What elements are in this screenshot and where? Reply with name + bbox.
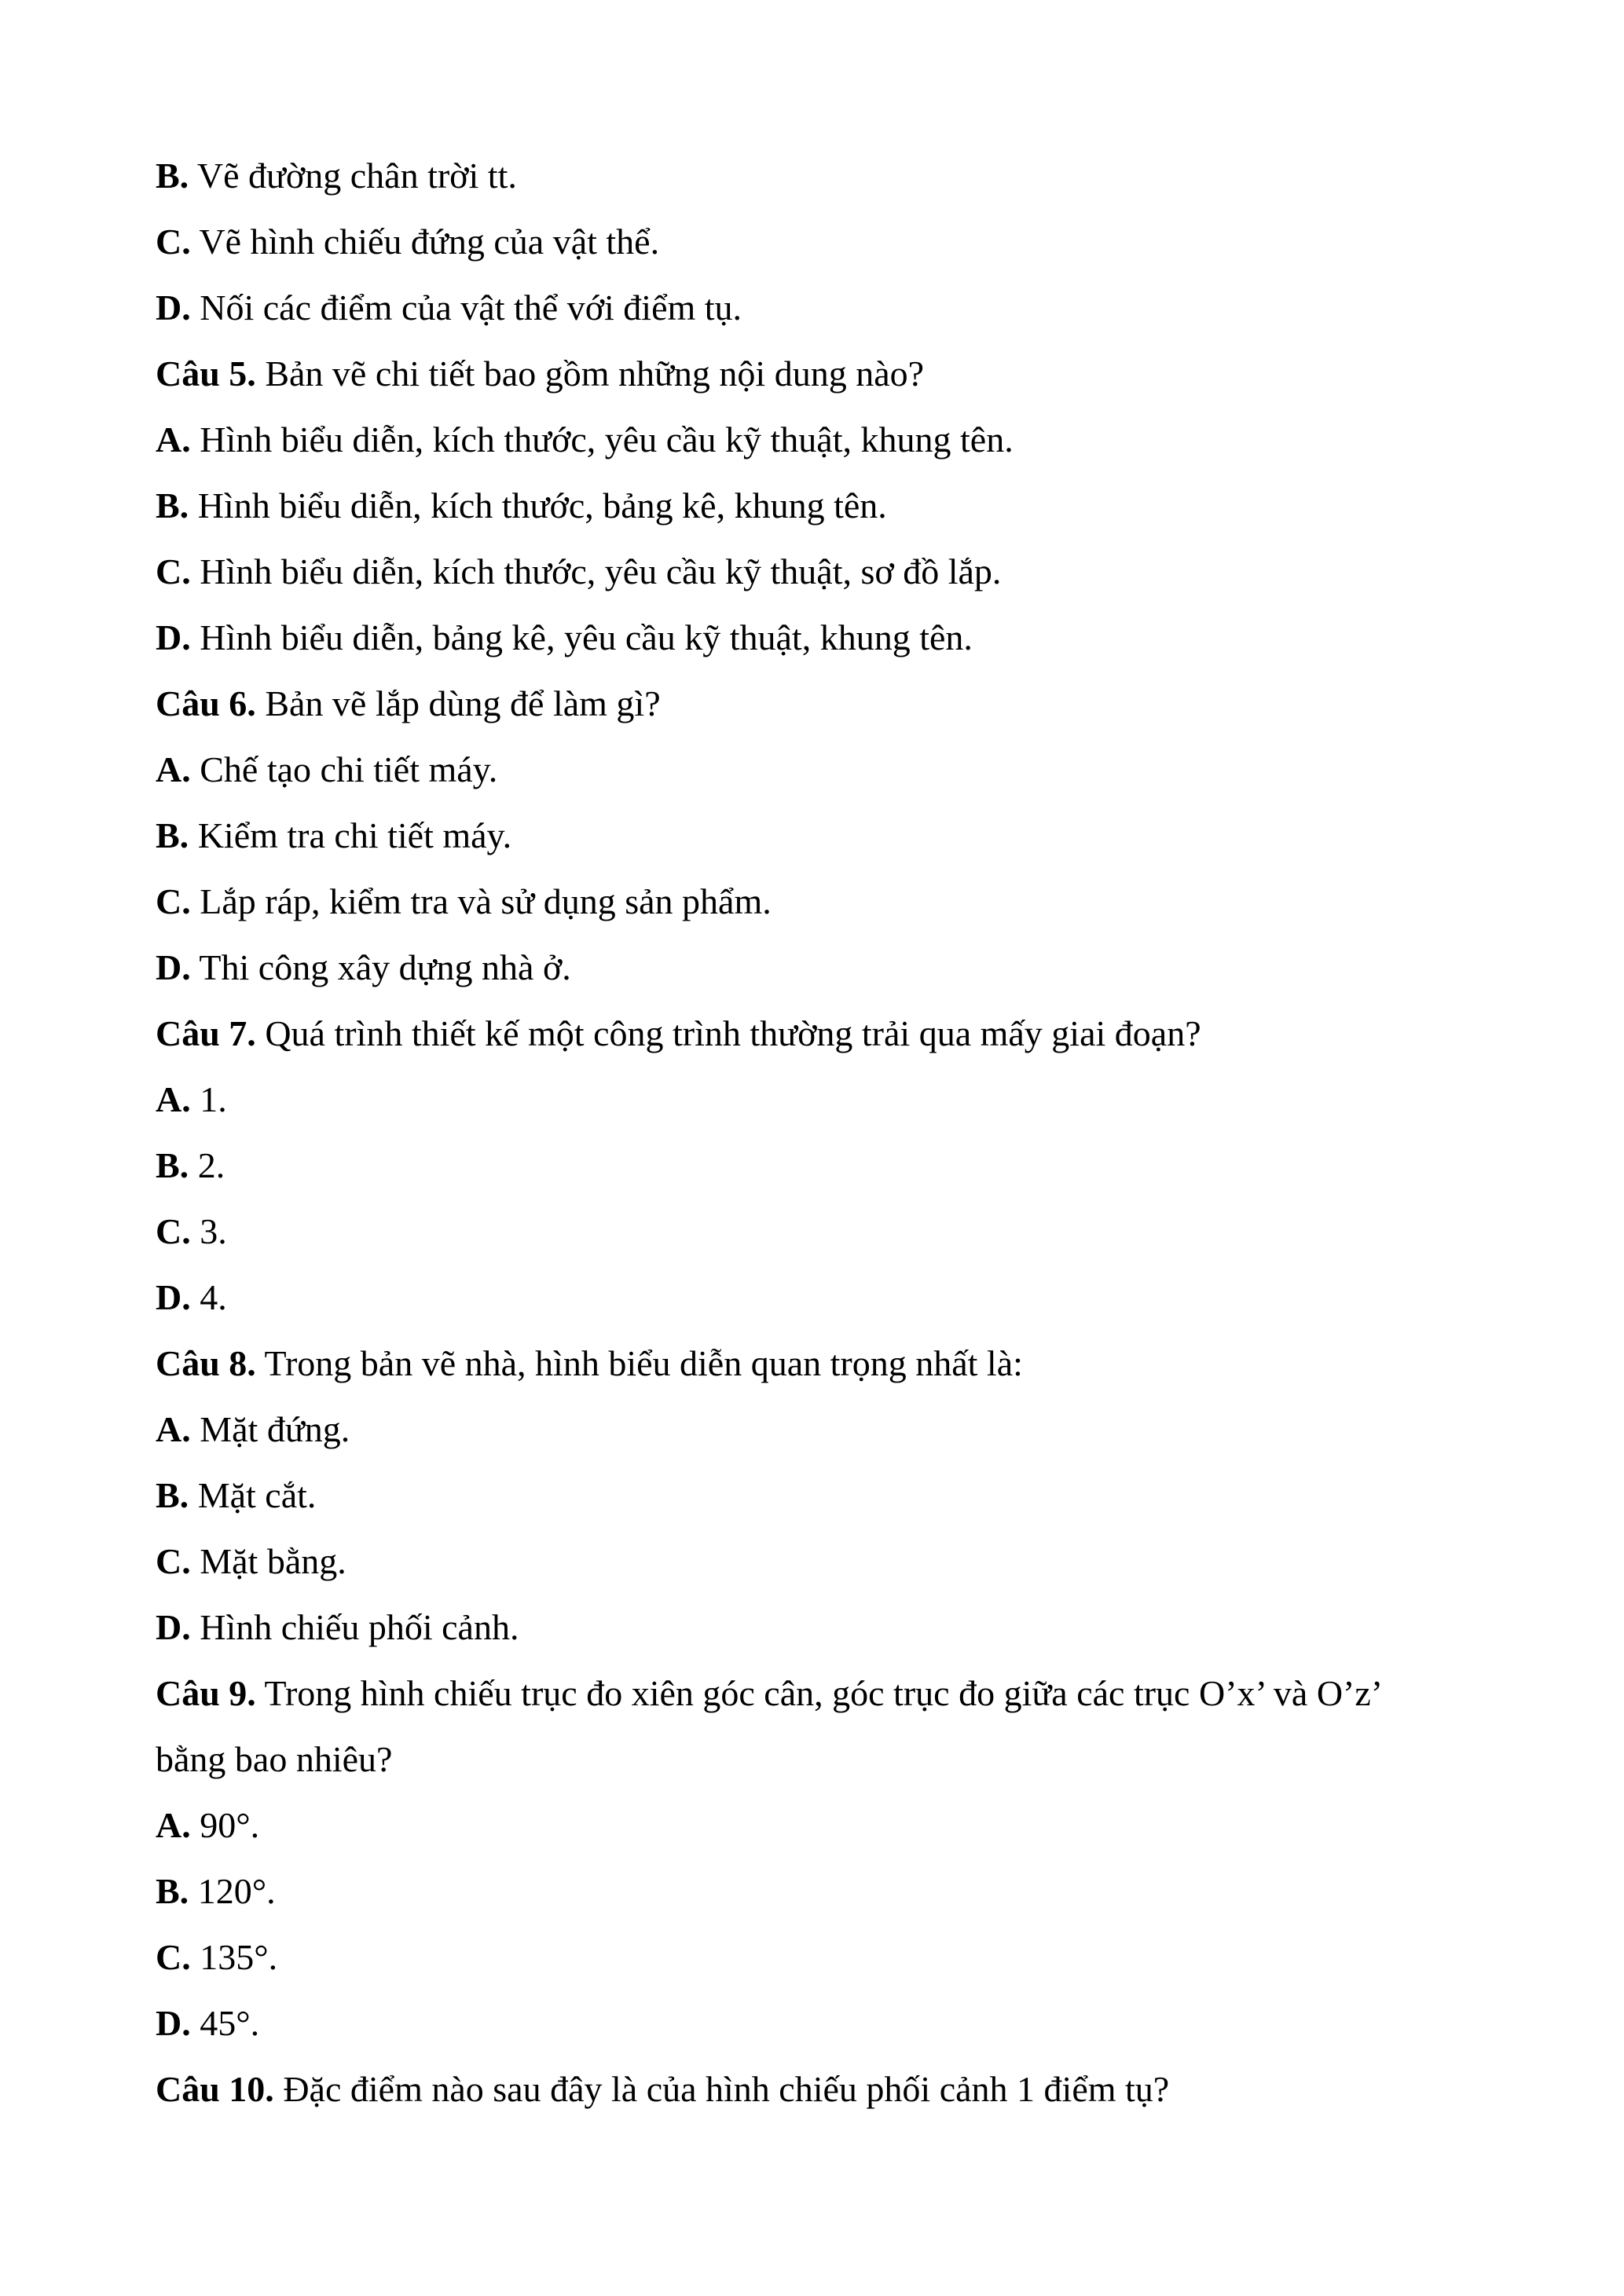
option-label: C.	[156, 222, 191, 262]
option-text: 3.	[190, 1211, 227, 1251]
option-text: 120°.	[189, 1871, 276, 1911]
question-text: Trong hình chiếu trục đo xiên góc cân, góc trục đo giữa các trục O’x’ và O’z’	[255, 1673, 1384, 1713]
option-label: A.	[156, 419, 191, 460]
option-line	[156, 616, 973, 660]
option-text: 1.	[190, 1079, 227, 1119]
option-text: Vẽ hình chiếu đứng của vật thể.	[190, 222, 660, 262]
option-text: Chế tạo chi tiết máy.	[190, 749, 498, 789]
question-line	[156, 1012, 1201, 1056]
option-line	[156, 1540, 346, 1584]
question-label: Câu 9.	[156, 1673, 256, 1713]
option-text: Thi công xây dựng nhà ở.	[190, 947, 571, 987]
question-label: Câu 10.	[156, 2069, 274, 2109]
option-text: Mặt cắt.	[189, 1475, 317, 1515]
option-label: C.	[156, 551, 191, 591]
option-text: 45°.	[190, 2003, 260, 2043]
option-label: B.	[156, 1475, 189, 1515]
option-line	[156, 286, 742, 330]
option-line	[156, 1474, 316, 1518]
option-line	[156, 946, 571, 990]
question-continuation-line	[156, 1738, 392, 1782]
option-line	[156, 154, 517, 198]
option-label: C.	[156, 881, 191, 921]
option-label: D.	[156, 1607, 191, 1647]
option-label: B.	[156, 485, 189, 525]
question-text: Bản vẽ chi tiết bao gồm những nội dung nào?	[255, 353, 925, 394]
option-text: Hình biểu diễn, kích thước, yêu cầu kỹ thuật, khung tên.	[190, 419, 1014, 460]
option-label: D.	[156, 617, 191, 657]
question-text: Quá trình thiết kế một công trình thường trải qua mấy giai đoạn?	[255, 1013, 1201, 1053]
option-text: Lắp ráp, kiểm tra và sử dụng sản phẩm.	[190, 881, 772, 921]
question-text: bằng bao nhiêu?	[156, 1739, 393, 1779]
question-label: Câu 5.	[156, 353, 256, 394]
option-line	[156, 1276, 227, 1320]
option-text: Hình biểu diễn, bảng kê, yêu cầu kỹ thuật, khung tên.	[190, 617, 973, 657]
option-line	[156, 1078, 227, 1122]
option-label: B.	[156, 156, 189, 196]
option-line	[156, 1869, 276, 1913]
option-line	[156, 814, 511, 858]
option-line	[156, 418, 1014, 462]
option-line	[156, 1210, 227, 1254]
option-line	[156, 484, 887, 528]
option-line	[156, 1408, 350, 1452]
question-text: Bản vẽ lắp dùng để làm gì?	[255, 683, 661, 723]
option-text: 135°.	[190, 1937, 278, 1977]
option-label: C.	[156, 1937, 191, 1977]
option-line	[156, 1803, 259, 1847]
option-text: Hình biểu diễn, kích thước, yêu cầu kỹ thuật, sơ đồ lắp.	[190, 551, 1002, 591]
question-line	[156, 682, 661, 726]
option-text: Mặt đứng.	[190, 1409, 350, 1449]
option-label: C.	[156, 1211, 191, 1251]
option-label: B.	[156, 1871, 189, 1911]
option-label: D.	[156, 947, 191, 987]
question-label: Câu 8.	[156, 1343, 256, 1383]
question-line	[156, 352, 924, 396]
question-text: Trong bản vẽ nhà, hình biểu diễn quan trọng nhất là:	[255, 1343, 1023, 1383]
option-text: 4.	[190, 1277, 227, 1317]
question-text: Đặc điểm nào sau đây là của hình chiếu phối cảnh 1 điểm tụ?	[273, 2069, 1170, 2109]
question-line	[156, 2067, 1169, 2111]
option-label: B.	[156, 1145, 189, 1185]
option-label: A.	[156, 749, 191, 789]
option-line	[156, 220, 659, 264]
option-label: A.	[156, 1805, 191, 1845]
option-line	[156, 748, 497, 792]
option-line	[156, 880, 772, 924]
option-text: 90°.	[190, 1805, 260, 1845]
option-label: C.	[156, 1541, 191, 1581]
option-text: Vẽ đường chân trời tt.	[189, 156, 517, 196]
option-line	[156, 1606, 519, 1650]
option-text: Mặt bằng.	[190, 1541, 346, 1581]
question-label: Câu 7.	[156, 1013, 256, 1053]
option-line	[156, 1144, 225, 1188]
option-text: Hình chiếu phối cảnh.	[190, 1607, 519, 1647]
question-line	[156, 1672, 1383, 1716]
option-label: A.	[156, 1409, 191, 1449]
question-label: Câu 6.	[156, 683, 256, 723]
option-line	[156, 1935, 277, 1979]
option-text: Nối các điểm của vật thể với điểm tụ.	[190, 287, 742, 328]
option-label: D.	[156, 2003, 191, 2043]
option-text: Kiểm tra chi tiết máy.	[189, 815, 512, 855]
option-text: Hình biểu diễn, kích thước, bảng kê, khung tên.	[189, 485, 887, 525]
option-line	[156, 2001, 259, 2045]
option-text: 2.	[189, 1145, 225, 1185]
option-label: B.	[156, 815, 189, 855]
option-line	[156, 550, 1001, 594]
question-line	[156, 1342, 1023, 1386]
option-label: D.	[156, 287, 191, 328]
option-label: D.	[156, 1277, 191, 1317]
option-label: A.	[156, 1079, 191, 1119]
